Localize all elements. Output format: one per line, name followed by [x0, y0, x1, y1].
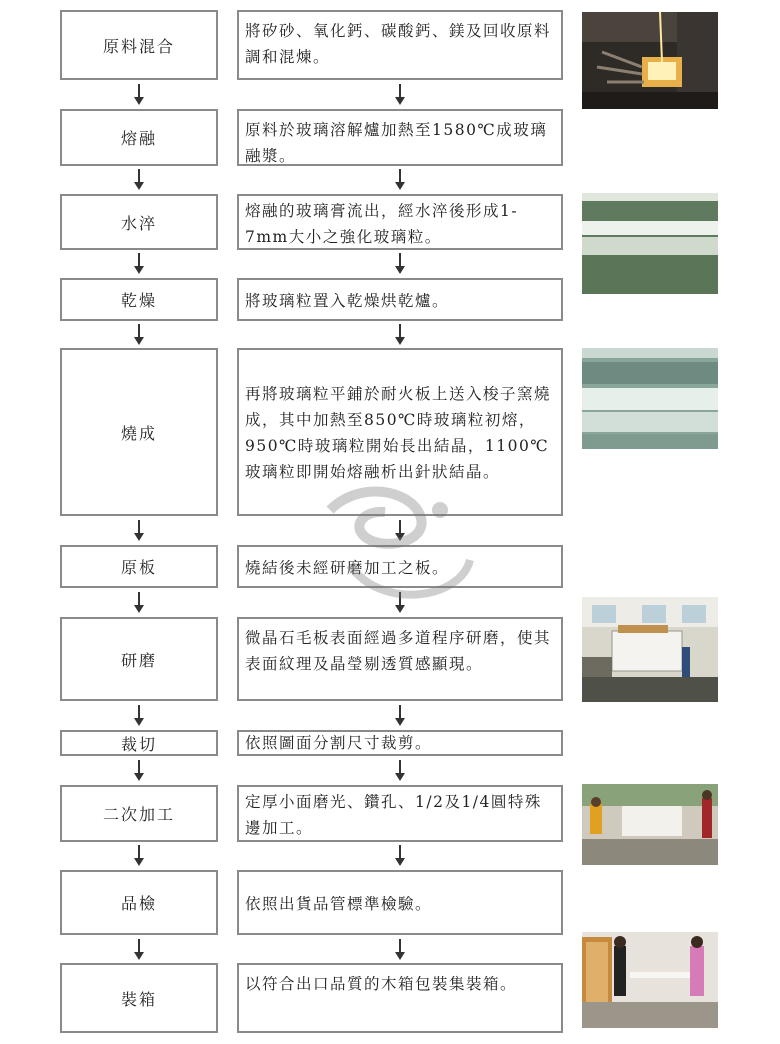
- step-desc-cutting: [237, 730, 563, 756]
- step-label: 熔融: [120, 129, 157, 148]
- step-label: 燒成: [120, 423, 157, 443]
- desc-text: 依照圖面分割尺寸裁剪。: [245, 734, 433, 752]
- step-box-grinding: [60, 617, 218, 701]
- step-desc-inspection: [237, 870, 563, 935]
- down-arrow-icon: [133, 324, 145, 346]
- down-arrow-icon: [394, 84, 406, 106]
- step-desc-grinding: [237, 617, 563, 701]
- step-desc-melting: [237, 109, 563, 166]
- desc-text: 定厚小面磨光、鑽孔、1/2及1/4圓特殊邊加工。: [245, 793, 542, 837]
- down-arrow-icon: [133, 705, 145, 727]
- desc-text: 燒結後未經研磨加工之板。: [245, 558, 450, 577]
- step-label: 水淬: [120, 213, 157, 233]
- down-arrow-icon: [394, 324, 406, 346]
- desc-text: 熔融的玻璃膏流出，經水淬後形成1-7mm大小之強化玻璃粒。: [245, 202, 519, 246]
- step-label: 乾燥: [120, 291, 157, 310]
- step-box-quenching: [60, 194, 218, 250]
- step-box-drying: [60, 278, 218, 321]
- step-label: 裝箱: [120, 989, 157, 1009]
- desc-text: 依照出貨品管標準檢驗。: [245, 894, 433, 913]
- packing-photo: [582, 932, 718, 1028]
- step-label: 原板: [120, 558, 157, 577]
- step-box-inspection: [60, 870, 218, 935]
- down-arrow-icon: [133, 845, 145, 867]
- down-arrow-icon: [133, 169, 145, 191]
- step-box-raw-slab: [60, 545, 218, 588]
- step-desc-mixing: [237, 10, 563, 80]
- step-label: 裁切: [120, 734, 157, 754]
- desc-text: 將玻璃粒置入乾燥烘乾爐。: [245, 291, 450, 310]
- down-arrow-icon: [133, 939, 145, 961]
- water-quench-photo: [582, 193, 718, 294]
- desc-text: 將矽砂、氧化鈣、碳酸鈣、鎂及回收原料調和混煉。: [245, 22, 552, 66]
- step-label: 品檢: [120, 894, 157, 913]
- down-arrow-icon: [133, 592, 145, 614]
- step-desc-packing: [237, 963, 563, 1033]
- furnace-photo: [582, 12, 718, 109]
- desc-text: 以符合出口品質的木箱包裝集裝箱。: [245, 975, 518, 993]
- step-desc-drying: [237, 278, 563, 321]
- step-box-firing: [60, 348, 218, 516]
- step-desc-secondary-processing: [237, 785, 563, 842]
- step-desc-quenching: [237, 194, 563, 250]
- down-arrow-icon: [394, 845, 406, 867]
- down-arrow-icon: [394, 705, 406, 727]
- secondary-processing-photo: [582, 784, 718, 865]
- down-arrow-icon: [133, 760, 145, 782]
- step-label: 研磨: [120, 650, 157, 670]
- firing-slab-photo: [582, 348, 718, 449]
- desc-text: 再將玻璃粒平鋪於耐火板上送入梭子窯燒成，其中加熱至850℃時玻璃粒初熔，950℃時玻璃粒開始長出結晶，1100℃玻璃粒即開始熔融析出針狀結晶。: [245, 385, 552, 481]
- down-arrow-icon: [133, 84, 145, 106]
- down-arrow-icon: [394, 169, 406, 191]
- step-box-secondary-processing: [60, 785, 218, 842]
- step-box-packing: [60, 963, 218, 1033]
- down-arrow-icon: [394, 760, 406, 782]
- grinding-factory-photo: [582, 597, 718, 702]
- step-label: 二次加工: [102, 805, 175, 824]
- watermark-logo-icon: [300, 470, 490, 620]
- down-arrow-icon: [394, 939, 406, 961]
- step-box-melting: [60, 109, 218, 166]
- step-label: 原料混合: [102, 36, 175, 56]
- desc-text: 微晶石毛板表面經過多道程序研磨，使其表面紋理及晶瑩剔透質感顯現。: [245, 629, 552, 673]
- step-box-mixing: [60, 10, 218, 80]
- down-arrow-icon: [133, 253, 145, 275]
- down-arrow-icon: [133, 520, 145, 542]
- step-box-cutting: [60, 730, 218, 756]
- desc-text: 原料於玻璃溶解爐加熱至1580℃成玻璃融漿。: [245, 121, 548, 165]
- down-arrow-icon: [394, 253, 406, 275]
